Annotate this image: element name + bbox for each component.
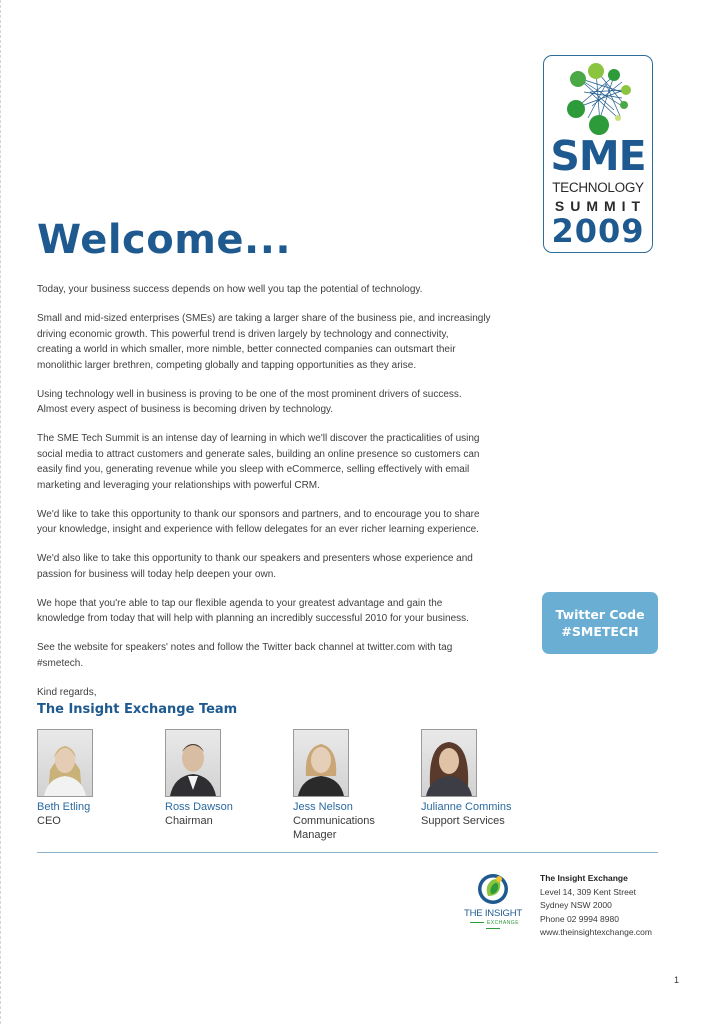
logo-sme-text: SME <box>550 132 646 180</box>
network-globe-icon <box>562 62 636 138</box>
paragraph: See the website for speakers' notes and follow the Twitter back channel at twitter.com with tag #smetech. <box>37 642 453 669</box>
contact-org-name: The Insight Exchange <box>540 873 628 883</box>
paragraph: Small and mid-sized enterprises (SMEs) are taking a larger share of the business pie, and increasingly driving economic growth. This powerful trend is driven largely by technology and connectivity, creating a world in which smaller, more nimble, better connected companies can outsmart their monolithic larger brethren, competing globally and tapping opportunities as they arise. <box>37 313 491 371</box>
team-member-role: CEO <box>37 815 61 827</box>
team-member-role: Support Services <box>421 815 505 827</box>
page-edge-line <box>0 0 2 1024</box>
logo-technology-text: TECHNOLOGY <box>552 180 644 195</box>
page-title: Welcome... <box>37 217 292 263</box>
logo-year-text: 2009 <box>551 212 645 250</box>
contact-website-link[interactable]: www.theinsightexchange.com <box>540 927 652 937</box>
team-member <box>293 729 413 842</box>
paragraph: We'd like to take this opportunity to thank our sponsors and partners, and to encourage you to share your knowledge, insight and experience with fellow delegates for an ever richer learning experience. <box>37 508 480 535</box>
team-member <box>421 729 541 828</box>
logo-summit-text: SUMMIT <box>554 198 647 214</box>
team-member-name: Ross Dawson <box>165 801 233 813</box>
page-number: 1 <box>674 975 680 985</box>
sme-summit-logo <box>543 55 653 253</box>
welcome-letter-body <box>37 282 527 714</box>
team-member-photo <box>293 729 349 797</box>
team-member-role: Chairman <box>165 815 213 827</box>
team-heading: The Insight Exchange Team <box>37 702 238 717</box>
team-member <box>165 729 285 828</box>
paragraph: We hope that you're able to tap our flexible agenda to your greatest advantage and gain the knowledge from today that will help with planning an incredibly successful 2010 for your business. <box>37 597 469 624</box>
insight-exchange-icon <box>458 870 528 908</box>
insight-exchange-logo <box>458 870 528 930</box>
contact-details <box>540 872 652 940</box>
twitter-hashtag: #SMETECH <box>561 624 639 639</box>
footer-divider <box>37 852 658 853</box>
contact-address-line1: Level 14, 309 Kent Street <box>540 886 636 897</box>
sign-off: Kind regards, <box>37 686 97 698</box>
paragraph: Today, your business success depends on how well you tap the potential of technology. <box>37 284 423 295</box>
paragraph: The SME Tech Summit is an intense day of learning in which we'll discover the practicalities of using social media to attract customers and generate sales, building an online presence so customers can easily find you, generating revenue while you sleep with eCommerce, selling effectively with email marketing and leveraging your relationships with powerful CRM. <box>37 433 480 491</box>
team-member <box>37 729 157 828</box>
team-member-name: Jess Nelson <box>293 801 353 813</box>
team-member-role: Communications Manager <box>293 815 375 841</box>
insight-exchange-logo-sub: EXCHANGE <box>458 920 528 932</box>
team-member-photo <box>421 729 477 797</box>
contact-phone: Phone 02 9994 8980 <box>540 913 619 924</box>
team-member-name: Beth Etling <box>37 801 91 813</box>
team-member-photo <box>37 729 93 797</box>
twitter-code-label: Twitter Code <box>555 607 645 622</box>
team-member-photo <box>165 729 221 797</box>
insight-exchange-logo-name: THE INSIGHT <box>464 908 522 919</box>
team-member-name: Julianne Commins <box>421 801 512 813</box>
paragraph: Using technology well in business is proving to be one of the most prominent drivers of success. Almost every aspect of business is becoming driven by technology. <box>37 388 462 415</box>
twitter-code-box <box>542 592 658 654</box>
paragraph: We'd also like to take this opportunity to thank our speakers and presenters whose experience and passion for business will today help deepen your own. <box>37 553 473 580</box>
contact-address-line2: Sydney NSW 2000 <box>540 900 612 910</box>
